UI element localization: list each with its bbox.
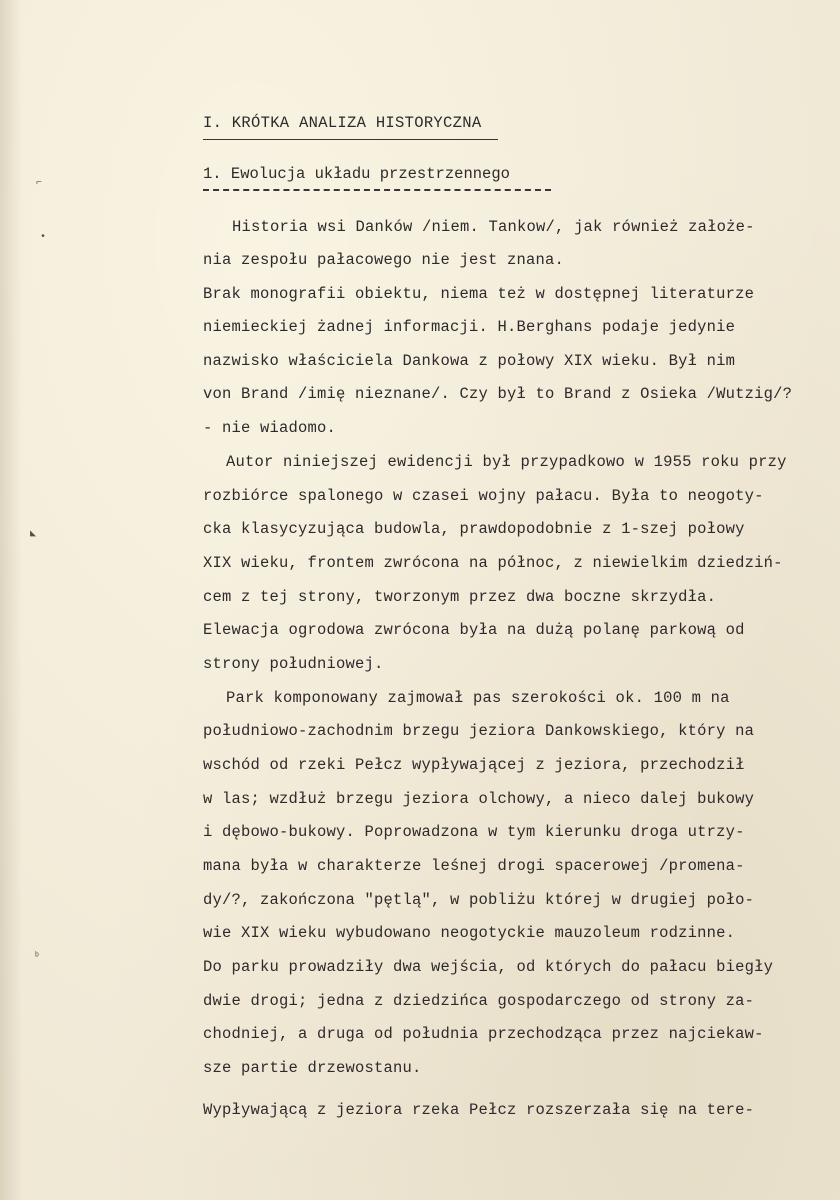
body-line: w las; wzdłuż brzegu jeziora olchowy, a nieco dalej bukowy <box>203 790 755 808</box>
subsection-heading: 1. Ewolucja układu przestrzennego <box>203 165 510 183</box>
body-line: cka klasycyzująca budowla, prawdopodobnie z 1-szej połowy <box>203 520 745 538</box>
body-line: wie XIX wieku wybudowano neogotyckie mauzoleum rodzinne. <box>203 924 736 942</box>
margin-speck: • <box>40 232 47 243</box>
margin-speck: ᵇ <box>34 952 41 963</box>
body-line: Park komponowany zajmował pas szerokości ok. 100 m na <box>226 689 730 707</box>
body-line: dwie drogi; jedna z dziedzińca gospodarczego od strony za- <box>203 992 755 1010</box>
body-line: sze partie drzewostanu. <box>203 1059 422 1077</box>
body-line: rozbiórce spalonego w czasei wojny pałacu. Była to neogoty- <box>203 487 764 505</box>
body-line: cem z tej strony, tworzonym przez dwa boczne skrzydła. <box>203 588 717 606</box>
body-line: i dębowo-bukowy. Poprowadzona w tym kierunku droga utrzy- <box>203 823 745 841</box>
body-line: Do parku prowadziły dwa wejścia, od których do pałacu biegły <box>203 958 774 976</box>
body-line: niemieckiej żadnej informacji. H.Berghans podaje jedynie <box>203 318 736 336</box>
margin-speck: ⌐ <box>36 178 43 189</box>
body-line: strony południowej. <box>203 655 384 673</box>
body-line: XIX wieku, frontem zwrócona na północ, z niewielkim dziedziń- <box>203 554 783 572</box>
body-line: Wypływającą z jeziora rzeka Pełcz rozszerzała się na tere- <box>203 1101 755 1119</box>
margin-speck: ◣ <box>30 529 37 540</box>
body-line: południowo-zachodnim brzegu jeziora Dankowskiego, który na <box>203 722 755 740</box>
heading-underline <box>203 139 498 140</box>
body-line: nia zespołu pałacowego nie jest znana. <box>203 251 565 269</box>
body-line: - nie wiadomo. <box>203 419 337 437</box>
body-line: wschód od rzeki Pełcz wypływającej z jeziora, przechodził <box>203 756 745 774</box>
body-line: Brak monografii obiektu, niema też w dostępnej literaturze <box>203 285 755 303</box>
body-line: dy/?, zakończona "pętlą", w pobliżu której w drugiej poło- <box>203 891 755 909</box>
section-heading: I. KRÓTKA ANALIZA HISTORYCZNA <box>203 114 482 132</box>
subheading-dashed-underline <box>203 189 551 191</box>
body-line: nazwisko właściciela Dankowa z połowy XIX wieku. Był nim <box>203 352 736 370</box>
page-edge-shadow <box>0 0 22 1200</box>
body-line: Autor niniejszej ewidencji był przypadkowo w 1955 roku przy <box>226 453 787 471</box>
body-line: Elewacja ogrodowa zwrócona była na dużą polanę parkową od <box>203 621 745 639</box>
body-line: Historia wsi Danków /niem. Tankow/, jak również założe- <box>232 218 755 236</box>
body-line: von Brand /imię nieznane/. Czy był to Brand z Osieka /Wutzig/? <box>203 385 793 403</box>
body-line: chodniej, a druga od południa przechodząca przez najciekaw- <box>203 1025 764 1043</box>
body-line: mana była w charakterze leśnej drogi spacerowej /promena- <box>203 857 745 875</box>
